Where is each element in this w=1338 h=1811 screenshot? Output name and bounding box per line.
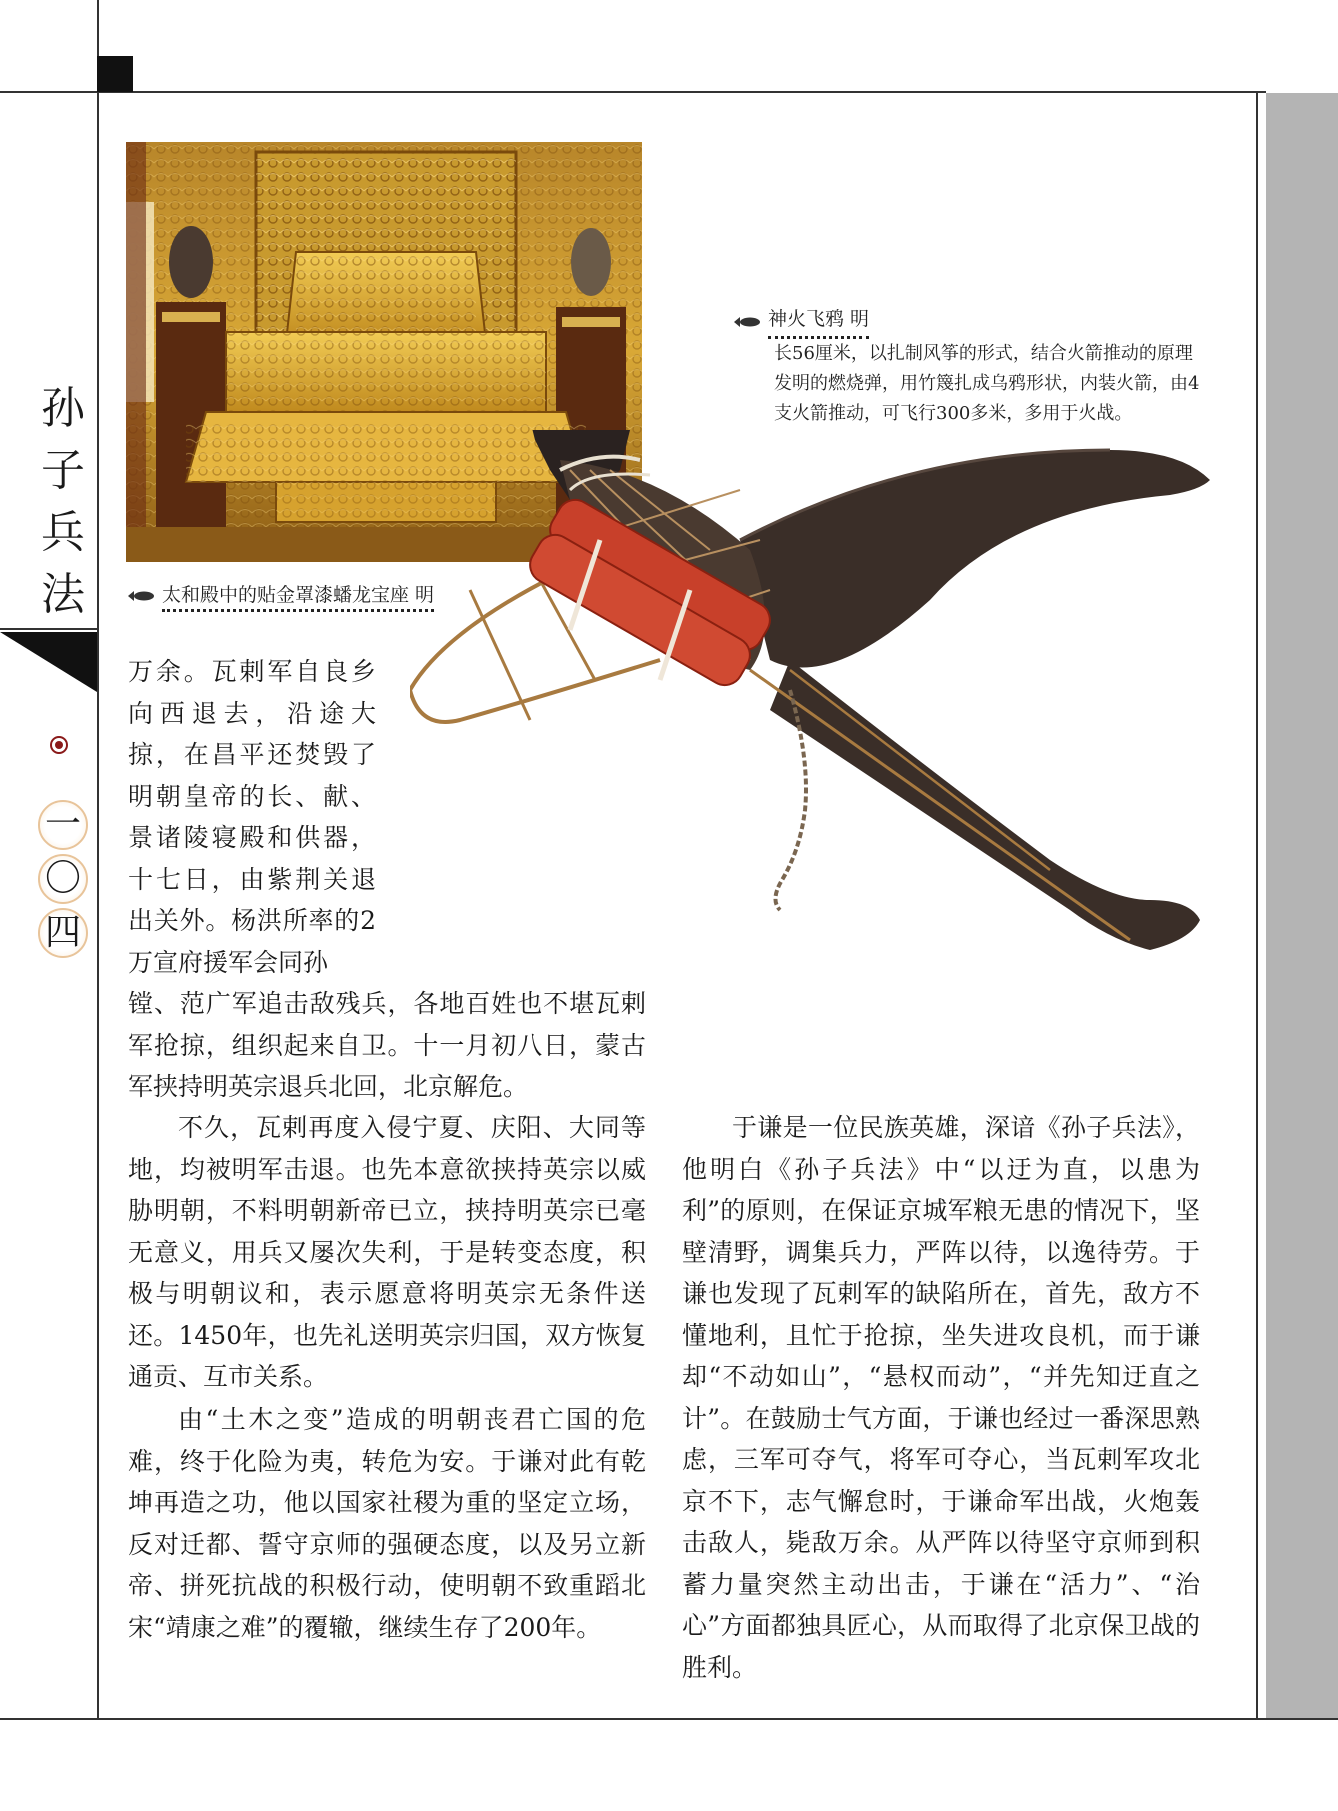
body-paragraph: 万余。瓦剌军自良乡向西退去，沿途大掠，在昌平还焚毁了明朝皇帝的长、献、景诸陵寝殿和供器，十七日，由紫荆关退出关外。杨洪所率的2万宣府援军会同孙 xyxy=(128,657,376,977)
fish-icon xyxy=(732,315,762,329)
title-char: 子 xyxy=(41,445,85,496)
fish-icon xyxy=(126,589,156,603)
body-paragraph: 由“土木之变”造成的明朝丧君亡国的危难，终于化险为夷，转危为安。于谦对此有乾坤再造之功，他以国家社稷为重的坚定立场，反对迁都、誓守京师的强硬态度，以及另立新帝、拼死抗战的积极行动，使明朝不致重蹈北宋“靖康之难”的覆辙，继续生存了200年。 xyxy=(128,1405,646,1642)
corner-block xyxy=(97,56,133,92)
body-paragraph: 镗、范广军追击敌残兵，各地百姓也不堪瓦剌军抢掠，组织起来自卫。十一月初八日，蒙古军挟持明英宗退兵北回，北京解危。 xyxy=(128,989,646,1101)
crow-caption-body: 长56厘米，以扎制风筝的形式，结合火箭推动的原理发明的燃烧弹，用竹篾扎成乌鸦形状，内装火箭，由4支火箭推动，可飞行300多米，多用于火战。 xyxy=(774,343,1200,424)
throne-caption-text: 太和殿中的贴金罩漆蟠龙宝座 明 xyxy=(162,580,434,612)
page-number-char: 四 xyxy=(38,908,88,958)
right-edge-bar xyxy=(1266,93,1338,1718)
page-number-char: 一 xyxy=(38,800,88,850)
bottom-rule xyxy=(0,1718,1338,1720)
body-paragraph: 于谦是一位民族英雄，深谙《孙子兵法》，他明白《孙子兵法》中“以迂为直，以患为利”的原则，在保证京城军粮无患的情况下，坚壁清野，调集兵力，严阵以待，以逸待劳。于谦也发现了瓦剌军的缺陷所在，首先，敌方不懂地利，且忙于抢掠，坐失进攻良机，而于谦却“不动如山”，“悬权而动”，“并先知迂直之计”。在鼓励士气方面，于谦也经过一番深思熟虑，三军可夺气，将军可夺心，当瓦剌军攻北京不下，志气懈怠时，于谦命军出战，火炮轰击敌人，毙敌万余。从严阵以待坚守京师到积蓄力量突然主动出击，于谦在“活力”、“治心”方面都独具匠心，从而取得了北京保卫战的胜利。 xyxy=(682,1113,1200,1682)
page-number xyxy=(36,800,90,962)
crow-caption-title: 神火飞鸦 明 xyxy=(768,304,869,339)
left-margin-rule xyxy=(97,0,99,1720)
page-number-char: 〇 xyxy=(38,854,88,904)
title-char: 法 xyxy=(41,569,85,620)
black-wedge-decoration xyxy=(0,632,97,692)
book-title xyxy=(36,378,90,626)
title-rule xyxy=(0,628,97,630)
body-paragraph: 不久，瓦剌再度入侵宁夏、庆阳、大同等地，均被明军击退。也先本意欲挟持英宗以威胁明朝，不料明朝新帝已立，挟持明英宗已毫无意义，用兵又屡次失利，于是转变态度，积极与明朝议和，表示愿意将明英宗无条件送还。1450年，也先礼送明英宗归国，双方恢复通贡、互市关系。 xyxy=(128,1113,646,1391)
title-char: 兵 xyxy=(41,507,85,558)
title-char: 孙 xyxy=(41,383,85,434)
bullet-icon xyxy=(50,736,68,754)
top-rule xyxy=(0,91,1266,93)
crow-caption xyxy=(732,304,1202,429)
throne-caption xyxy=(126,580,434,612)
